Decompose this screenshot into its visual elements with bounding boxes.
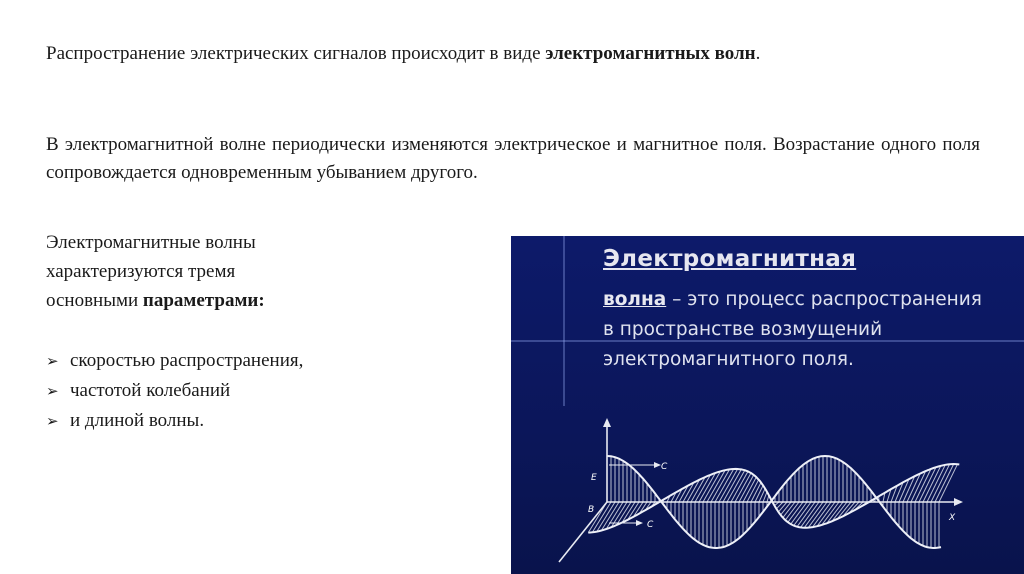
parameters-line-1: Электромагнитные волны	[46, 232, 256, 253]
panel-term: волна	[603, 289, 667, 310]
list-item-text: скоростью распространения,	[70, 350, 304, 371]
parameters-list	[46, 346, 466, 436]
parameters-intro	[46, 228, 466, 315]
list-item	[46, 346, 466, 376]
em-wave-slide-image	[511, 236, 1024, 574]
b-hatch-line	[804, 502, 823, 528]
arrow-bullet-icon: ➢	[46, 382, 59, 400]
b-hatch-line	[719, 469, 738, 502]
paragraph-signals-text: Распространение электрических сигналов происходит в виде	[46, 43, 546, 64]
arrow-bullet-icon: ➢	[46, 412, 59, 430]
b-hatch-line	[778, 502, 787, 512]
axis-label-b: B	[588, 505, 595, 515]
axis-label-e: E	[591, 473, 597, 483]
b-hatch-line	[911, 471, 926, 502]
emphasis-em-waves: электромагнитных волн	[545, 43, 756, 64]
b-hatch-line	[939, 464, 958, 502]
b-hatch-line	[715, 469, 734, 502]
panel-title: Электромагнитная	[603, 246, 857, 272]
list-item	[46, 376, 466, 406]
paragraph-fields: В электромагнитной волне периодически изменяются электрическое и магнитное поля. Возрастание одного поля сопровождается одновременным убыванием другого.	[46, 134, 980, 183]
b-axis	[559, 502, 607, 562]
list-item	[46, 406, 466, 436]
paragraph-signals	[46, 40, 980, 68]
axis-label-c-bottom: C	[647, 520, 654, 530]
b-hatch-line	[801, 502, 819, 527]
arrow-bullet-icon: ➢	[46, 352, 59, 370]
parameters-emphasis: параметрами:	[142, 290, 265, 311]
axis-label-c-top: C	[661, 462, 668, 472]
parameters-line-2: характеризуются тремя	[46, 261, 236, 282]
b-hatch-line	[763, 492, 767, 502]
parameters-line-3	[46, 286, 466, 315]
list-item-text: частотой колебаний	[70, 380, 231, 401]
list-item-text: и длиной волны.	[70, 410, 205, 431]
c-arrow-top-icon	[654, 462, 661, 468]
em-wave-diagram	[511, 236, 1024, 574]
c-arrow-bottom-icon	[636, 520, 643, 526]
paragraph-signals-end: .	[755, 43, 761, 64]
b-hatch-line	[743, 477, 756, 502]
b-hatch-line	[931, 464, 950, 502]
b-hatch-line	[935, 464, 954, 502]
b-hatch-line	[788, 502, 803, 522]
e-axis-arrow-icon	[603, 418, 611, 427]
b-hatch-line	[791, 502, 807, 524]
x-axis-arrow-icon	[954, 498, 963, 506]
b-hatch-line	[739, 475, 754, 502]
panel-definition-text: – это процесс распространения в пространстве возмущений электромагнитного поля.	[603, 289, 982, 370]
b-hatch-line	[755, 485, 763, 502]
parameters-line-3-text: основными	[46, 290, 143, 311]
axis-label-x: X	[949, 513, 956, 523]
b-hatch-line	[723, 469, 741, 502]
